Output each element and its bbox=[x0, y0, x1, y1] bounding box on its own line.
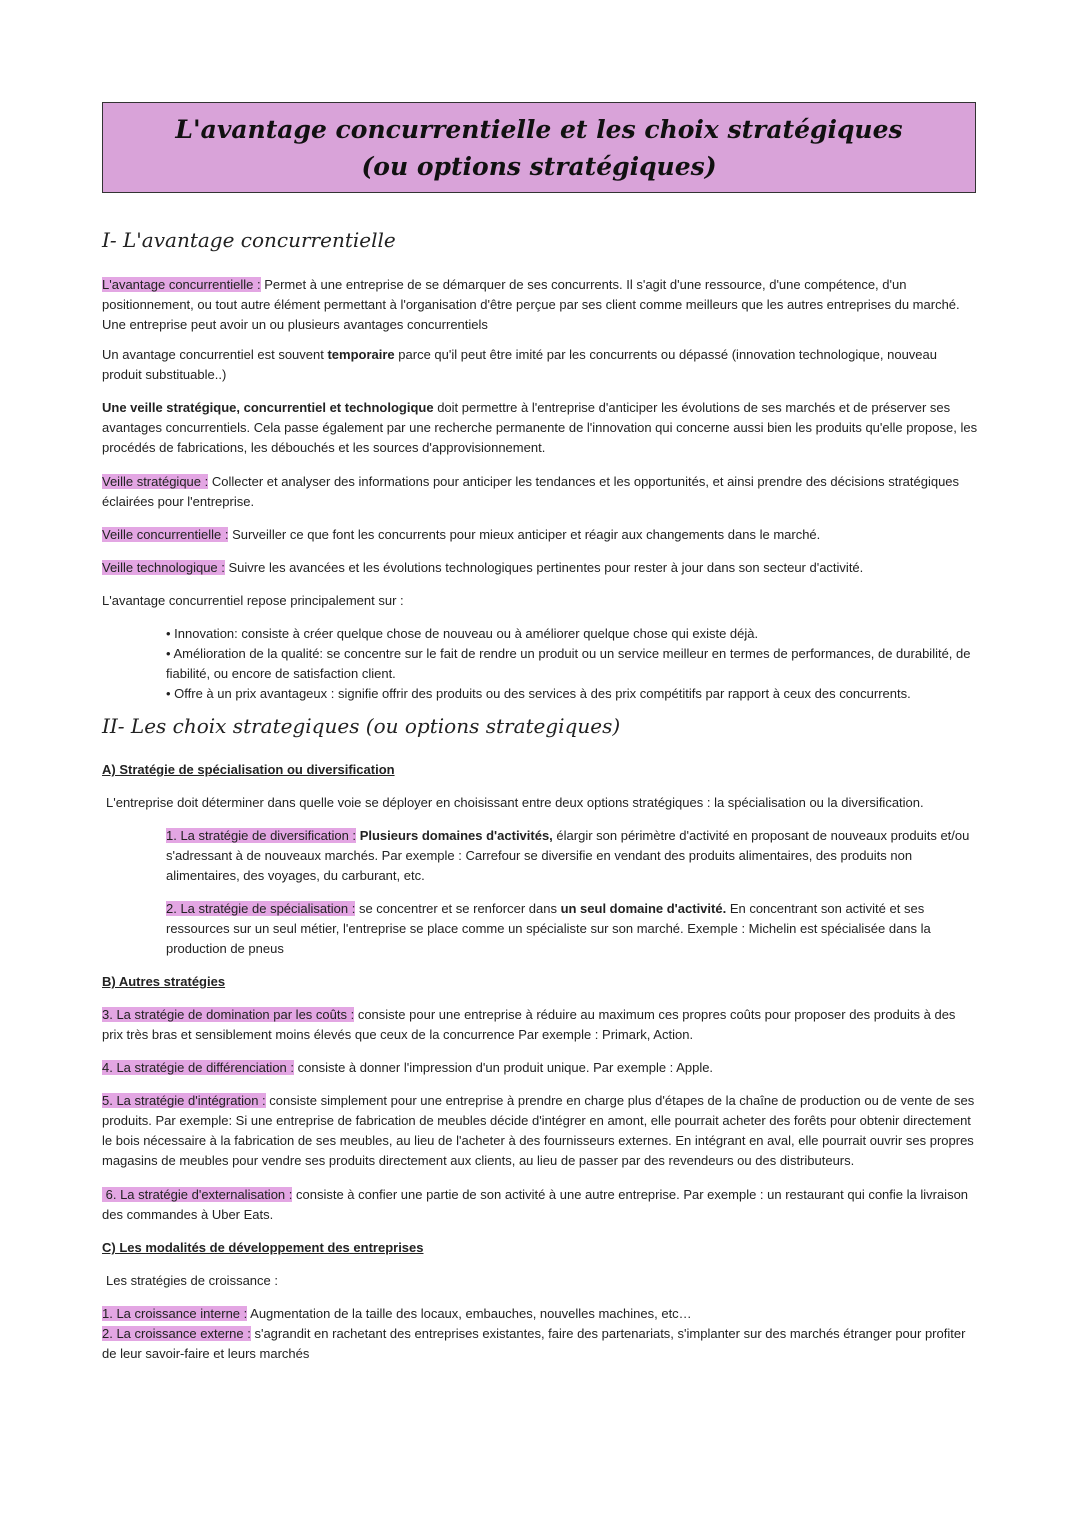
differenciation-term: 4. La stratégie de différenciation : bbox=[102, 1060, 294, 1075]
croissance-externe-term: 2. La croissance externe : bbox=[102, 1326, 251, 1341]
bullet-quality: • Amélioration de la qualité: se concentre sur le fait de rendre un produit ou un service meilleur en termes de performances, de durabilité, de fiabilité, ou encore de satisfaction client. bbox=[166, 646, 971, 681]
veille-technologique-text: Suivre les avancées et les évolutions technologiques pertinentes pour rester à jour dans son secteur d'activité. bbox=[224, 560, 864, 575]
watch-bold: Une veille stratégique, concurrentiel et technologique bbox=[102, 400, 434, 415]
diversification-bold: Plusieurs domaines d'activités, bbox=[359, 828, 553, 843]
externalisation-text: consiste à confier une partie de son activité à une autre entreprise. Par exemple : un restaurant qui confie la livraison des commandes à Uber Eats. bbox=[102, 1187, 969, 1222]
sub-b-heading: B) Autres stratégies bbox=[102, 974, 226, 989]
externalisation-paragraph bbox=[102, 1185, 978, 1225]
veille-concurrentielle-term: Veille concurrentielle : bbox=[102, 527, 229, 542]
definition-paragraph bbox=[102, 275, 978, 335]
page-title: L'avantage concurrentielle et les choix stratégiques (ou options stratégiques) bbox=[175, 114, 903, 181]
sub-a-intro: L'entreprise doit déterminer dans quelle voie se déployer en choisissant entre deux options stratégiques : la spécialisation ou la diversification. bbox=[106, 795, 924, 810]
croissance-interne-paragraph bbox=[102, 1304, 978, 1324]
section-2-heading: II- Les choix strategiques (ou options strategiques) bbox=[102, 714, 621, 738]
bullet-price: • Offre à un prix avantageux : signifie offrir des produits ou des services à des prix compétitifs par rapport à ceux des concurrents. bbox=[166, 686, 911, 701]
domination-paragraph bbox=[102, 1005, 978, 1045]
diversification-text: élargir son périmètre d'activité en proposant de nouveaux produits et/ou s'adressant à de nouveaux marchés. Par exemple : Carrefour se diversifie en vendant des produits alimentaires, des produits non alimentaires, des voyages, du carburant, etc. bbox=[166, 828, 970, 883]
veille-strategique-paragraph bbox=[102, 472, 978, 512]
specialisation-after: En concentrant son activité et ses ressources sur un seul métier, l'entreprise se place comme un spécialiste sur son marché. Exemple : Michelin est spécialisée dans la production de pneus bbox=[166, 901, 931, 956]
temporary-before: Un avantage concurrentiel est souvent bbox=[102, 347, 328, 362]
specialisation-before: se concentrer et se renforcer dans bbox=[355, 901, 561, 916]
croissance-externe-text: s'agrandit en rachetant des entreprises existantes, faire des partenariats, s'implanter sur des marchés étranger pour profiter de leur savoir-faire et leurs marchés bbox=[102, 1326, 966, 1361]
veille-concurrentielle-text: Surveiller ce que font les concurrents pour mieux anticiper et réagir aux changements dans le marché. bbox=[228, 527, 821, 542]
croissance-externe-paragraph bbox=[102, 1324, 978, 1364]
diversification-term: 1. La stratégie de diversification : bbox=[166, 828, 357, 843]
bullet-innovation: • Innovation: consiste à créer quelque chose de nouveau ou à améliorer quelque chose qui existe déjà. bbox=[166, 626, 759, 641]
watch-paragraph bbox=[102, 398, 978, 458]
differenciation-text: consiste à donner l'impression d'un produit unique. Par exemple : Apple. bbox=[294, 1060, 714, 1075]
veille-technologique-term: Veille technologique : bbox=[102, 560, 225, 575]
definition-term: L'avantage concurrentielle : bbox=[102, 277, 261, 292]
watch-text: doit permettre à l'entreprise d'anticiper les évolutions de ses marchés et de préserver ses avantages concurrentiels. Cela passe également par une recherche permanente de l'innovation qui concerne aussi bien les produits qu'elle propose, les procédés de fabrications, les débouchés et les sources d'approvisionnement. bbox=[102, 400, 978, 455]
differenciation-paragraph bbox=[102, 1058, 978, 1078]
domination-text: consiste pour une entreprise à réduire au maximum ces propres coûts pour proposer des produits à des prix très bras et sensiblement moins élevés que ceux de la concurrence Par exemple : Primark, Action. bbox=[102, 1007, 956, 1042]
temporary-bold: temporaire bbox=[327, 347, 395, 362]
integration-text: consiste simplement pour une entreprise à prendre en charge plus d'étapes de la chaîne de production ou de vente de ses produits. Par exemple: Si une entreprise de fabrication de meubles décide d'intégrer en amont, elle pourrait acheter des forêts pour obtenir directement le bois nécessaire à la fabrication de ses meubles, au lieu de l'acheter à des fournisseurs externes. En intégrant en aval, elle pourrait ouvrir ses propres magasins de meubles pour vendre ses produits directement aux clients, au lieu de passer par des revendeurs ou des distributeurs. bbox=[102, 1093, 975, 1168]
veille-strategique-term: Veille stratégique : bbox=[102, 474, 209, 489]
croissance-interne-text: Augmentation de la taille des locaux, embauches, nouvelles machines, etc… bbox=[247, 1306, 692, 1321]
sub-a-heading: A) Stratégie de spécialisation ou diversification bbox=[102, 762, 395, 777]
sub-c-heading: C) Les modalités de développement des entreprises bbox=[102, 1240, 424, 1255]
integration-term: 5. La stratégie d'intégration : bbox=[102, 1093, 266, 1108]
veille-technologique-paragraph bbox=[102, 558, 978, 578]
specialisation-paragraph bbox=[166, 899, 976, 959]
veille-strategique-text: Collecter et analyser des informations pour anticiper les tendances et les opportunités, et ainsi prendre des décisions stratégiques éclairées pour l'entreprise. bbox=[102, 474, 960, 509]
section-1-heading: I- L'avantage concurrentielle bbox=[102, 228, 396, 252]
temporary-paragraph bbox=[102, 345, 978, 385]
title-banner bbox=[102, 102, 976, 193]
externalisation-term: 6. La stratégie d'externalisation : bbox=[102, 1187, 293, 1202]
specialisation-term: 2. La stratégie de spécialisation : bbox=[166, 901, 356, 916]
definition-text: Permet à une entreprise de se démarquer de ses concurrents. Il s'agit d'une ressource, d'une compétence, d'un positionnement, ou tout autre élément permettant à l'organisation d'être perçue par ses client comme meilleurs que les autres entreprises du marché. Une entreprise peut avoir un ou plusieurs avantages concurrentiels bbox=[102, 277, 960, 332]
sub-c-intro: Les stratégies de croissance : bbox=[106, 1273, 278, 1288]
specialisation-bold: un seul domaine d'activité. bbox=[560, 901, 727, 916]
domination-term: 3. La stratégie de domination par les coûts : bbox=[102, 1007, 355, 1022]
temporary-after: parce qu'il peut être imité par les concurrents ou dépassé (innovation technologique, nouveau produit substituable..) bbox=[102, 347, 937, 382]
integration-paragraph bbox=[102, 1091, 978, 1171]
diversification-paragraph bbox=[166, 826, 976, 886]
veille-concurrentielle-paragraph bbox=[102, 525, 978, 545]
croissance-interne-term: 1. La croissance interne : bbox=[102, 1306, 248, 1321]
rests-on-paragraph: L'avantage concurrentiel repose principalement sur : bbox=[102, 593, 404, 608]
